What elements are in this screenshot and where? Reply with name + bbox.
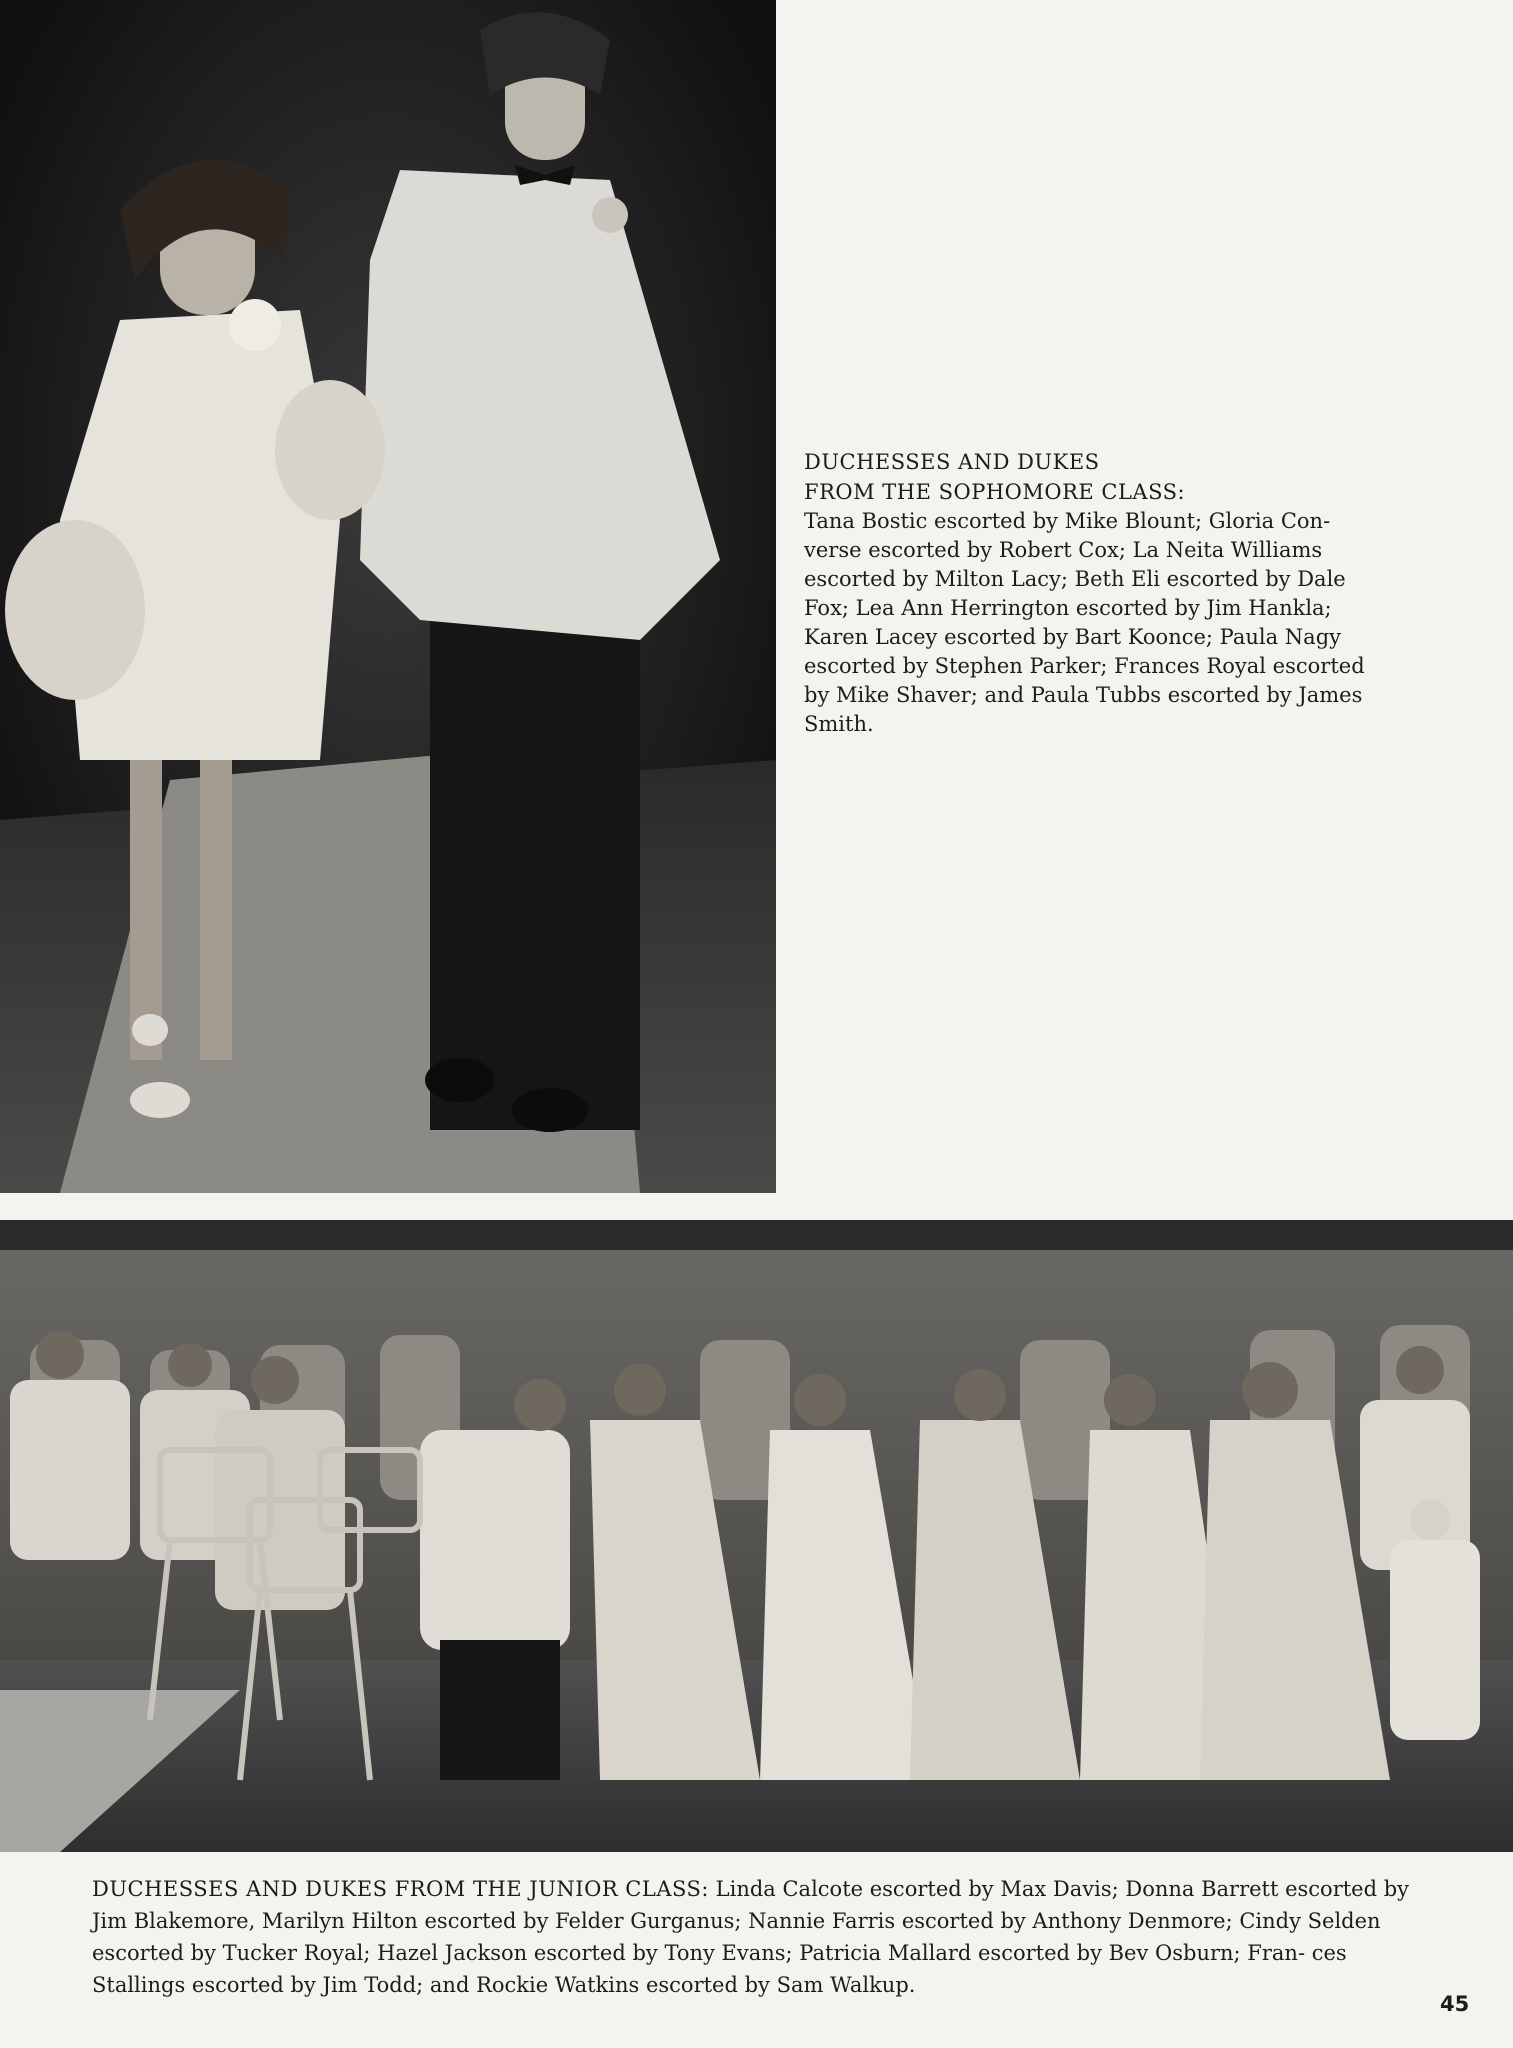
- junior-caption-body: Linda Calcote escorted by Max Davis; Donna Barrett escorted by Jim Blakemore, Marilyn Hilton escorted by Felder Gurganus; Nannie Farris escorted by Anthony Denmore; Cindy Selden escorted by Tucker Royal; Hazel Jackson escorted by Tony Evans; Patricia Mallard escorted by Bev Osburn; Fran- ces Stallings escorted by Jim Todd; and Rockie Watkins escorted by Sam Walkup.: [92, 1877, 1410, 1997]
- photo-sophomore-couple-image: [0, 0, 776, 1193]
- junior-caption: [92, 1873, 1432, 2001]
- sophomore-caption-heading-line1: DUCHESSES AND DUKES: [804, 450, 1100, 474]
- page-number: 45: [1440, 1992, 1470, 2016]
- sophomore-caption-heading-line2: FROM THE SOPHOMORE CLASS:: [804, 480, 1186, 504]
- junior-caption-heading: DUCHESSES AND DUKES FROM THE JUNIOR CLASS:: [92, 1877, 709, 1901]
- sophomore-caption: [804, 447, 1389, 739]
- photo-sophomore-couple: [0, 0, 776, 1193]
- photo-junior-court-seated-image: [0, 1220, 1513, 1852]
- sophomore-caption-body: Tana Bostic escorted by Mike Blount; Gloria Con- verse escorted by Robert Cox; La Neita Williams escorted by Milton Lacy; Beth Eli escorted by Dale Fox; Lea Ann Herrington escorted by Jim Hankla; Karen Lacey escorted by Bart Koonce; Paula Nagy escorted by Stephen Parker; Frances Royal escorted by Mike Shaver; and Paula Tubbs escorted by James Smith.: [804, 509, 1365, 736]
- photo-junior-court-seated: [0, 1220, 1513, 1852]
